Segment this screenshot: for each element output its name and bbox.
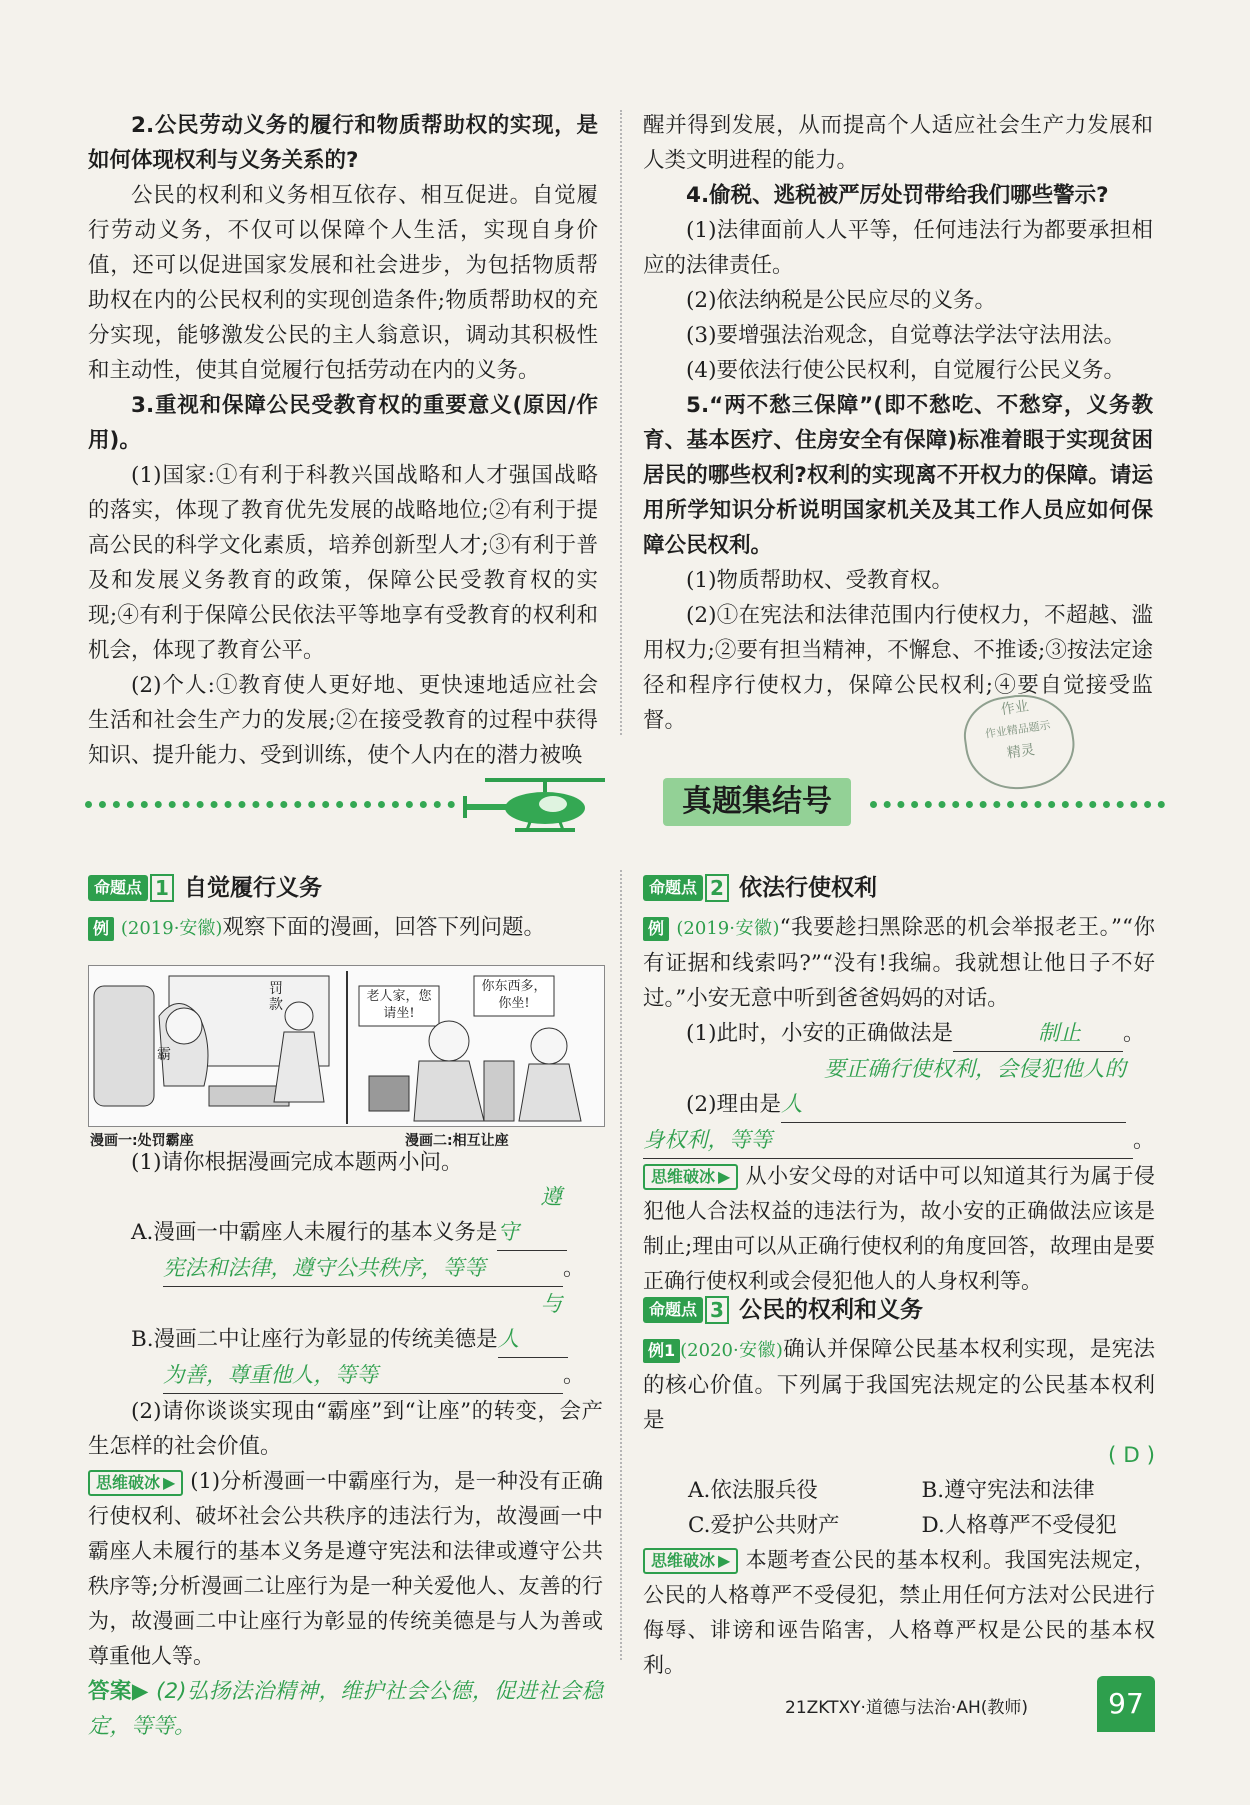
- section-1-think: (1)分析漫画一中霸座行为，是一种没有正确行使权利、破坏社会公共秩序的违法行为，故漫画一中霸座人未履行的基本义务是遵守宪法和法律或遵守公共秩序等;分析漫画二让座行为是一种关爱他人、友善的行为，故漫画二中让座行为彰显的传统美德是与人为善或尊重他人等。: [88, 1469, 603, 1668]
- section-1-body: [88, 1145, 603, 1744]
- section-3-think: 本题考查公民的基本权利。我国宪法规定，公民的人格尊严不受侵犯，禁止用任何方法对公民进行侮辱、诽谤和诬告陷害，人格尊严权是公民的基本权利。: [643, 1547, 1155, 1677]
- example-question: 观察下面的漫画，回答下列问题。: [222, 914, 545, 940]
- continued-text: 醒并得到发展，从而提高个人适应社会生产力发展和人类文明进程的能力。: [643, 113, 1153, 173]
- part-b-answer-1: 与人: [498, 1287, 568, 1358]
- part-1-answer: 制止: [953, 1016, 1123, 1052]
- question-4-answer-4: (4)要依法行使公民权利，自觉履行公民义务。: [686, 358, 1125, 383]
- section-1-part-1: (1)请你根据漫画完成本题两小问。: [131, 1150, 463, 1175]
- choice-answer: ( D ): [1108, 1442, 1155, 1468]
- think-label: 思维破冰 ▶: [643, 1548, 738, 1574]
- banner-title: 真题集结号: [663, 778, 851, 826]
- question-5-answer-1: (1)物质帮助权、受教育权。: [686, 568, 953, 593]
- example-question: “我要趁扫黑除恶的机会举报老王。”“你有证据和线索吗?”“没有!我编。我就想让他日子不好过。”小安无意中听到爸爸妈妈的对话。: [643, 914, 1155, 1011]
- banner-dots-left: [85, 801, 455, 808]
- example-source: (2019·安徽): [120, 917, 223, 939]
- part-2-answer-1: 要正确行使权利，会侵犯他人的人: [781, 1052, 1126, 1123]
- part-2-end: 。: [1133, 1127, 1155, 1153]
- stamp-line-1: 作业: [999, 698, 1030, 719]
- part-1-prompt: (1)此时，小安的正确做法是: [686, 1020, 953, 1046]
- cartoon-bubble-1: 老人家，您请坐!: [366, 989, 432, 1021]
- question-5-title: 5.“两不愁三保障”(即不愁吃、不愁穿，义务教育、基本医疗、住房安全有保障)标准着眼于实现贫困居民的哪些权利?权利的实现离不开权力的保障。请运用所学知识分析说明国家机关及其工作人员应如何保障公民权利。: [643, 393, 1153, 558]
- section-3: [643, 1292, 1155, 1683]
- column-divider: [620, 110, 622, 735]
- choice-options: [643, 1473, 1155, 1543]
- example-label: 例: [88, 917, 114, 941]
- cartoon-bubble-2: 你东西多，你坐!: [481, 979, 547, 1011]
- think-label: 思维破冰 ▶: [643, 1164, 738, 1190]
- question-4-title: 4.偷税、逃税被严厉处罚带给我们哪些警示?: [686, 183, 1109, 208]
- think-label: 思维破冰 ▶: [88, 1470, 183, 1496]
- section-3-title: 公民的权利和义务: [739, 1296, 924, 1323]
- cartoon-caption-1: 漫画一:处罚霸座: [90, 1133, 194, 1149]
- section-1: [88, 870, 603, 946]
- top-right-column: [643, 108, 1153, 738]
- question-3-answer-1: (1)国家:①有利于科教兴国战略和人才强国战略的落实，体现了教育优先发展的战略地位;②有利于提高公民的科学文化素质，培养创新型人才;③有利于普及和发展义务教育的政策，保障公民受教育权的实现;④有利于保障公民依法平等地享有受教育的权利和机会，体现了教育公平。: [88, 463, 598, 663]
- part-a-answer-2: 宪法和法律，遵守公共秩序，等等: [163, 1251, 563, 1287]
- section-2-think: 从小安父母的对话中可以知道其行为属于侵犯他人合法权益的违法行为，故小安的正确做法应该是制止;理由可以从正确行使权利的角度回答，故理由是要正确行使权利或会侵犯他人的人身权利等。: [643, 1163, 1155, 1293]
- section-1-part-2: (2)请你谈谈实现由“霸座”到“让座”的转变，会产生怎样的社会价值。: [88, 1399, 603, 1459]
- part-b-prompt: B.漫画二中让座行为彰显的传统美德是: [131, 1327, 498, 1352]
- part-b-end: 。: [563, 1363, 585, 1388]
- question-5-answer-2: (2)①在宪法和法律范围内行使权力，不超越、滥用权力;②要有担当精神，不懈怠、不推诿;③按法定途径和程序行使权力，保障公民权利;④要自觉接受监督。: [643, 603, 1153, 733]
- section-2-title: 依法行使权利: [739, 874, 878, 901]
- question-3-answer-2: (2)个人:①教育使人更好地、更快速地适应社会生活和社会生产力的发展;②在接受教育的过程中获得知识、提升能力、受到训练，使个人内在的潜力被唤: [88, 673, 598, 768]
- option-d: D.人格尊严不受侵犯: [921, 1512, 1117, 1538]
- question-3-title: 3.重视和保障公民受教育权的重要意义(原因/作用)。: [88, 393, 598, 453]
- topic-tag: 命题点: [643, 1297, 703, 1323]
- cartoon-caption-2: 漫画二:相互让座: [405, 1133, 509, 1149]
- option-b: B.遵守宪法和法律: [921, 1477, 1095, 1503]
- answer-label: 答案▶: [88, 1679, 149, 1704]
- topic-number: 2: [705, 874, 729, 902]
- question-4-answer-3: (3)要增强法治观念，自觉尊法学法守法用法。: [686, 323, 1125, 348]
- example-source: (2019·安徽): [676, 917, 780, 939]
- option-c: C.爱护公共财产: [688, 1512, 840, 1538]
- topic-tag: 命题点: [88, 875, 148, 901]
- section-1-title: 自觉履行义务: [184, 874, 323, 901]
- part-b-answer-2: 为善，尊重他人，等等: [163, 1358, 563, 1394]
- section-1-header: [88, 870, 603, 906]
- page-number: 97: [1097, 1676, 1155, 1732]
- part-2-answer-2: 身权利，等等: [643, 1123, 1133, 1159]
- helicopter-icon: [455, 770, 655, 840]
- section-1-answer: (2)弘扬法治精神，维护社会公德，促进社会稳定，等等。: [88, 1679, 603, 1739]
- footer-code: 21ZKTXY·道德与法治·AH(教师): [785, 1698, 1029, 1718]
- part-1-end: 。: [1122, 1020, 1145, 1046]
- topic-tag: 命题点: [643, 875, 703, 901]
- question-4-answer-2: (2)依法纳税是公民应尽的义务。: [686, 288, 996, 313]
- cartoon-image: [88, 965, 605, 1127]
- stamp-line-3: 精灵: [1005, 742, 1036, 762]
- top-left-column: [88, 108, 598, 773]
- topic-number: 1: [150, 874, 174, 902]
- cartoon-sign: 罚款: [269, 981, 283, 1013]
- part-2-prompt: (2)理由是: [686, 1091, 781, 1117]
- question-2-answer: 公民的权利和义务相互依存、相互促进。自觉履行劳动义务，不仅可以保障个人生活，实现自身价值，还可以促进国家发展和社会进步，为包括物质帮助权在内的公民权利的实现创造条件;物质帮助权的充分实现，能够激发公民的主人翁意识，调动其积极性和主动性，使其自觉履行包括劳动在内的义务。: [88, 183, 598, 383]
- section-2-header: [643, 870, 1155, 906]
- section-3-header: [643, 1292, 1155, 1328]
- section-2: [643, 870, 1155, 1299]
- example-question: 确认并保障公民基本权利实现，是宪法的核心价值。下列属于我国宪法规定的公民基本权利是: [643, 1336, 1155, 1433]
- example-label: 例1: [643, 1339, 680, 1363]
- topic-number: 3: [705, 1296, 729, 1324]
- example-label: 例: [643, 917, 669, 941]
- banner-dots-right: [870, 801, 1165, 808]
- question-2-title: 2.公民劳动义务的履行和物质帮助权的实现，是如何体现权利与义务关系的?: [88, 113, 598, 173]
- cartoon-badge: 霸: [157, 1047, 171, 1063]
- example-source: (2020·安徽): [680, 1339, 783, 1361]
- option-a: A.依法服兵役: [688, 1477, 818, 1503]
- section-banner: [85, 770, 1165, 840]
- part-a-prompt: A.漫画一中霸座人未履行的基本义务是: [131, 1220, 498, 1245]
- column-divider-bottom: [620, 870, 622, 1660]
- stamp-line-2: 作业精品题示: [984, 718, 1052, 741]
- part-a-end: 。: [563, 1256, 585, 1281]
- part-a-answer-1: 遵守: [497, 1180, 567, 1251]
- question-4-answer-1: (1)法律面前人人平等，任何违法行为都要承担相应的法律责任。: [643, 218, 1153, 278]
